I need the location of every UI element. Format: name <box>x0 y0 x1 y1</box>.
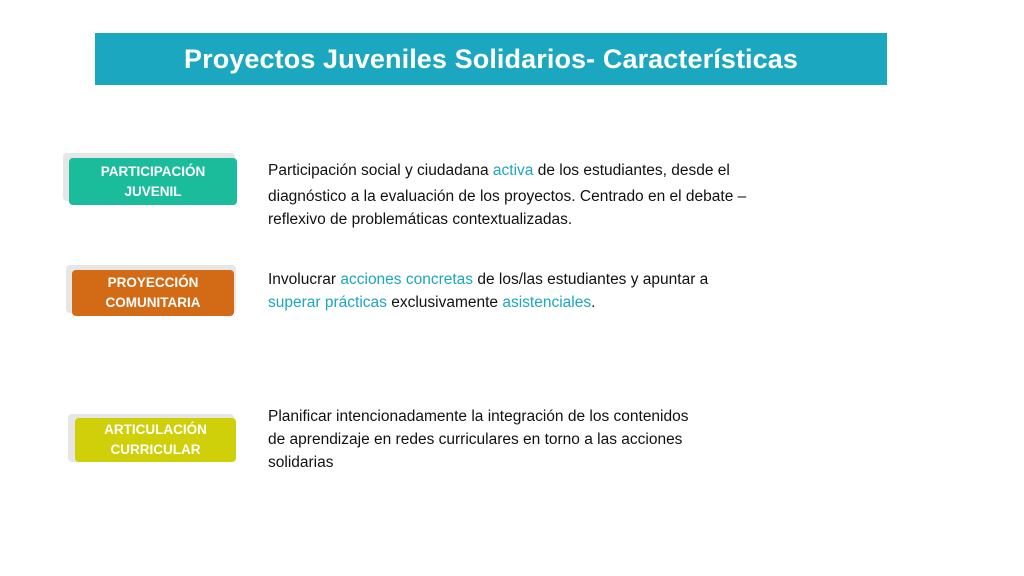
tag-articulacion-curricular <box>75 418 236 462</box>
tag-label-line1: ARTICULACIÓN <box>104 422 207 437</box>
tag-label-line2: COMUNITARIA <box>105 295 201 310</box>
page-title: Proyectos Juveniles Solidarios- Características <box>184 43 798 74</box>
desc-line: Involucrar acciones concretas de los/las estudiantes y apuntar a <box>268 271 709 288</box>
desc-line: de aprendizaje en redes curriculares en torno a las acciones <box>268 431 683 448</box>
tag-label-line2: CURRICULAR <box>110 442 201 457</box>
desc-line: diagnóstico a la evaluación de los proyectos. Centrado en el debate – <box>268 188 747 205</box>
desc-line: Planificar intencionadamente la integración de los contenidos <box>268 408 689 425</box>
title-bar <box>95 33 887 85</box>
desc-line: superar prácticas exclusivamente asistenciales. <box>268 294 596 311</box>
desc-line: reflexivo de problemáticas contextualizadas. <box>268 211 573 228</box>
highlight-text: superar prácticas <box>268 294 387 311</box>
tag-label-line1: PROYECCIÓN <box>107 275 199 290</box>
highlight-text: activa <box>492 162 534 179</box>
tag-label-line2: JUVENIL <box>124 183 182 199</box>
tag-participacion-juvenil <box>69 158 237 205</box>
desc-participacion <box>268 159 746 231</box>
desc-line: solidarias <box>268 454 334 471</box>
highlight-text: asistenciales <box>502 294 592 311</box>
desc-line: Participación social y ciudadana activa de los estudiantes, desde el <box>268 162 730 179</box>
tag-label-line1: PARTICIPACIÓN <box>100 163 206 179</box>
desc-proyeccion <box>268 268 708 314</box>
tag-proyeccion-comunitaria <box>72 270 234 316</box>
highlight-text: acciones concretas <box>340 271 474 288</box>
desc-articulacion <box>268 405 689 474</box>
